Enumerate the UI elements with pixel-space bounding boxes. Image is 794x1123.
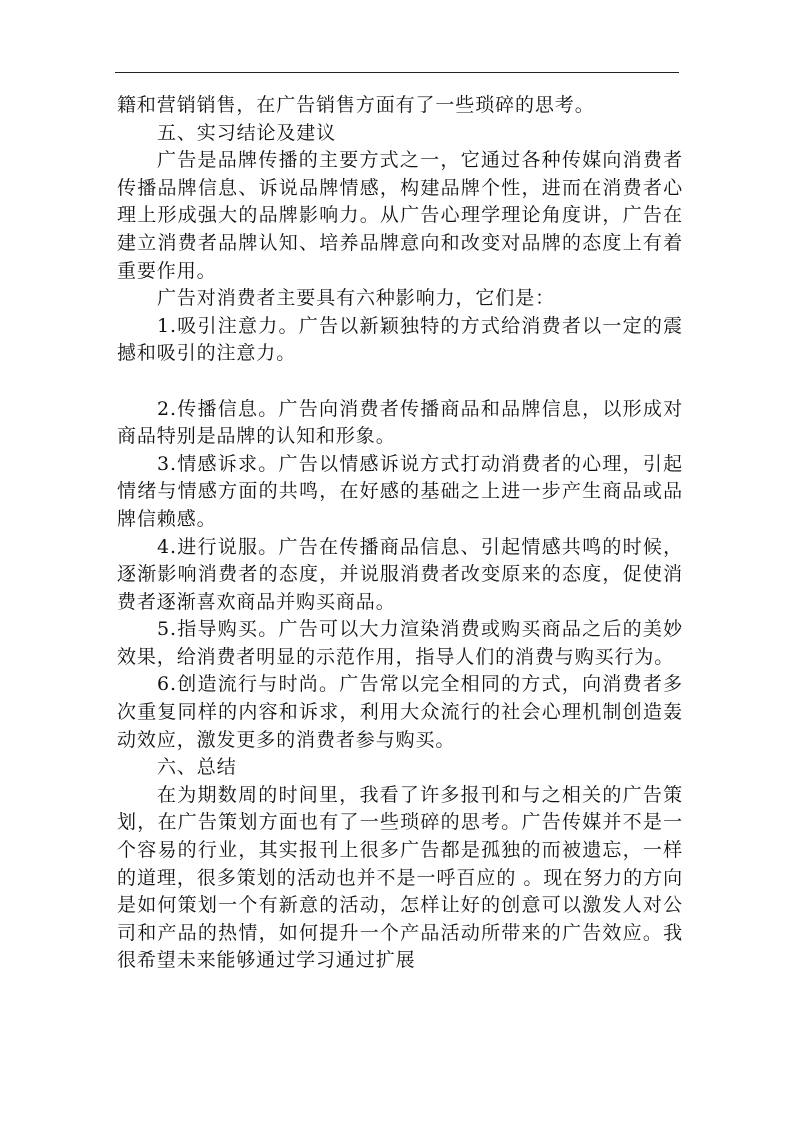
list-item-attract-attention: 1.吸引注意力。广告以新颖独特的方式给消费者以一定的震撼和吸引的注意力。 [117, 314, 683, 365]
paragraph-six-influences-intro: 广告对消费者主要具有六种影响力，它们是： [157, 287, 556, 310]
list-item-emotional-appeal: 3.情感诉求。广告以情感诉说方式打动消费者的心理，引起情绪与情感方面的共鸣，在好感的基础之上进一步产生商品或品牌信赖感。 [117, 452, 683, 530]
blank-line [117, 368, 683, 396]
paragraph-continuation: 籍和营销销售，在广告销售方面有了一些琐碎的思考。 [117, 94, 595, 116]
list-item-spread-information: 2.传播信息。广告向消费者传播商品和品牌信息，以形成对商品特别是品牌的认知和形象。 [117, 397, 683, 448]
section-heading-summary: 六、总结 [157, 756, 237, 779]
list-item-guide-purchase: 5.指导购买。广告可以大力渲染消费或购买商品之后的美妙效果，给消费者明显的示范作用，指导人们的消费与购买行为。 [117, 618, 683, 668]
list-item-create-trends: 6.创造流行与时尚。广告常以完全相同的方式，向消费者多次重复同样的内容和诉求，利用大众流行的社会心理机制创造轰动效应，激发更多的消费者参与购买。 [117, 673, 683, 751]
list-item-persuasion: 4.进行说服。广告在传播商品信息、引起情感共鸣的时候，逐渐影响消费者的态度，并说服消费者改变原来的态度，促使消费者逐渐喜欢商品并购买商品。 [117, 535, 683, 613]
paragraph-summary: 在为期数周的时间里，我看了许多报刊和与之相关的广告策划，在广告策划方面也有了一些琐碎的思考。广告传媒并不是一个容易的行业，其实报刊上很多广告都是孤独的而被遗忘，一样的道理，很多策划的活动也并不是一呼百应的 。现在努力的方向是如何策划一个有新意的活动，怎样让好的创意可以激发人对公司和产品的热情，如何提升一个产品活动所带来的广告效应。我很希望未来能够通过学习通过扩展 [117, 783, 683, 972]
header-rule [115, 72, 679, 73]
paragraph-advertising-role: 广告是品牌传播的主要方式之一，它通过各种传媒向消费者传播品牌信息、诉说品牌情感，构建品牌个性，进而在消费者心理上形成强大的品牌影响力。从广告心理学理论角度讲，广告在建立消费者品牌认知、培养品牌意向和改变对品牌的态度上有着重要作用。 [117, 149, 683, 282]
document-body [117, 92, 683, 975]
section-heading-conclusions: 五、实习结论及建议 [157, 121, 337, 144]
